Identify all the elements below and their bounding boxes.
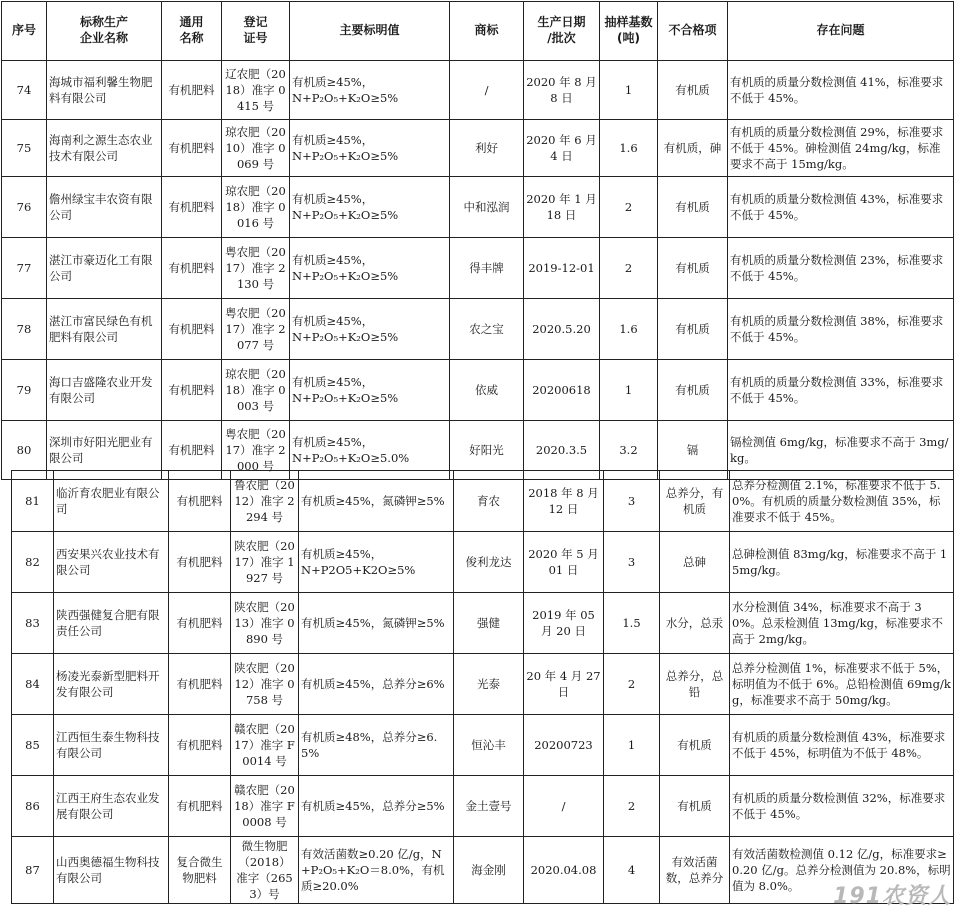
table-row bbox=[12, 715, 954, 776]
cell-company: 山西奥德福生物科技有限公司 bbox=[54, 837, 169, 904]
cell-seq: 74 bbox=[2, 61, 47, 120]
cell-seq: 79 bbox=[2, 360, 47, 421]
cell-values: 有效活菌数≥0.20 亿/g，N+P₂O₅+K₂O＝8.0%，有机质≥20.0% bbox=[299, 837, 454, 904]
cell-seq: 80 bbox=[2, 421, 47, 480]
inspection-table-lower bbox=[11, 470, 954, 904]
cell-brand: 农之宝 bbox=[450, 299, 524, 360]
header-main-values: 主要标明值 bbox=[290, 2, 450, 61]
cell-reg: 陕农肥（2017）准字 1927 号 bbox=[231, 532, 299, 593]
cell-brand: 育农 bbox=[454, 471, 524, 532]
cell-problem: 有机质的质量分数检测值 32%，标准要求不低于 45%。 bbox=[730, 776, 954, 837]
cell-reg: 琼农肥（2010）准字 0069 号 bbox=[222, 120, 290, 177]
cell-company: 江西恒生泰生物科技有限公司 bbox=[54, 715, 169, 776]
cell-brand: 恒沁丰 bbox=[454, 715, 524, 776]
cell-name: 有机肥料 bbox=[162, 238, 222, 299]
table-row bbox=[12, 593, 954, 654]
cell-base: 2 bbox=[600, 238, 658, 299]
cell-company: 陕西强健复合肥有限责任公司 bbox=[54, 593, 169, 654]
cell-problem: 有机质的质量分数检测值 29%，标准要求不低于 45%。砷检测值 24mg/kg，标准要求不高于 15mg/kg。 bbox=[728, 120, 954, 177]
cell-name: 有机肥料 bbox=[169, 593, 231, 654]
cell-seq: 87 bbox=[12, 837, 54, 904]
cell-name: 有机肥料 bbox=[162, 120, 222, 177]
cell-date: 2020.04.08 bbox=[524, 837, 604, 904]
cell-fail: 水分，总汞 bbox=[660, 593, 730, 654]
cell-seq: 84 bbox=[12, 654, 54, 715]
cell-reg: 赣农肥（2018）准字 F0008 号 bbox=[231, 776, 299, 837]
cell-seq: 86 bbox=[12, 776, 54, 837]
cell-name: 有机肥料 bbox=[169, 715, 231, 776]
table-row bbox=[12, 532, 954, 593]
cell-brand: 强健 bbox=[454, 593, 524, 654]
cell-fail: 有机质 bbox=[658, 360, 728, 421]
cell-brand: 得丰牌 bbox=[450, 238, 524, 299]
table-row bbox=[2, 299, 954, 360]
cell-date: 2020.5.20 bbox=[524, 299, 600, 360]
header-base: 抽样基数 (吨) bbox=[600, 2, 658, 61]
cell-company: 儋州绿宝丰农资有限公司 bbox=[47, 177, 162, 238]
cell-values: 有机质≥45%， N+P₂O₅+K₂O≥5% bbox=[290, 360, 450, 421]
cell-date: 20 年 4 月 27 日 bbox=[524, 654, 604, 715]
cell-company: 海南利之源生态农业技术有限公司 bbox=[47, 120, 162, 177]
cell-name: 有机肥料 bbox=[162, 421, 222, 480]
cell-fail: 有机质 bbox=[658, 61, 728, 120]
cell-base: 1.6 bbox=[600, 299, 658, 360]
cell-company: 临沂育农肥业有限公司 bbox=[54, 471, 169, 532]
cell-values: 有机质≥45%， N+P₂O₅+K₂O≥5% bbox=[290, 177, 450, 238]
cell-date: 20200723 bbox=[524, 715, 604, 776]
cell-base: 1 bbox=[600, 360, 658, 421]
cell-company: 江西王府生态农业发展有限公司 bbox=[54, 776, 169, 837]
inspection-table-upper bbox=[1, 1, 954, 480]
cell-brand: 光泰 bbox=[454, 654, 524, 715]
cell-base: 1 bbox=[604, 715, 660, 776]
cell-reg: 鲁农肥（2012）准字 2294 号 bbox=[231, 471, 299, 532]
cell-fail: 总砷 bbox=[660, 532, 730, 593]
cell-name: 有机肥料 bbox=[169, 654, 231, 715]
cell-seq: 77 bbox=[2, 238, 47, 299]
cell-problem: 有效活菌数检测值 0.12 亿/g，标准要求≥0.20 亿/g。总养分检测值为 20.8%，标明值为 8.0%。 bbox=[730, 837, 954, 904]
cell-name: 有机肥料 bbox=[169, 532, 231, 593]
table-row bbox=[2, 360, 954, 421]
cell-reg: 微生物肥（2018）准字（2653）号 bbox=[231, 837, 299, 904]
cell-base: 3.2 bbox=[600, 421, 658, 480]
cell-seq: 82 bbox=[12, 532, 54, 593]
cell-brand: 利好 bbox=[450, 120, 524, 177]
cell-reg: 陕农肥（2012）准字 0758 号 bbox=[231, 654, 299, 715]
cell-values: 有机质≥45%， N+P₂O₅+K₂O≥5% bbox=[290, 238, 450, 299]
cell-problem: 总砷检测值 83mg/kg，标准要求不高于 15mg/kg。 bbox=[730, 532, 954, 593]
cell-reg: 粤农肥（2017）准字 2130 号 bbox=[222, 238, 290, 299]
cell-base: 1.6 bbox=[600, 120, 658, 177]
cell-date: 20200618 bbox=[524, 360, 600, 421]
cell-base: 1 bbox=[600, 61, 658, 120]
watermark-logo: 191农资人 bbox=[833, 884, 951, 909]
cell-name: 有机肥料 bbox=[162, 177, 222, 238]
header-date: 生产日期 /批次 bbox=[524, 2, 600, 61]
cell-brand: / bbox=[450, 61, 524, 120]
cell-problem: 镉检测值 6mg/kg，标准要求不高于 3mg/kg。 bbox=[728, 421, 954, 480]
cell-base: 3 bbox=[604, 532, 660, 593]
cell-values: 有机质≥45%，氮磷钾≥5% bbox=[299, 593, 454, 654]
cell-base: 2 bbox=[604, 654, 660, 715]
cell-date: 2020 年 5 月 01 日 bbox=[524, 532, 604, 593]
cell-values: 有机质≥45%，总养分≥6% bbox=[299, 654, 454, 715]
table-row bbox=[12, 837, 954, 904]
cell-reg: 陕农肥（2013）准字 0890 号 bbox=[231, 593, 299, 654]
cell-name: 有机肥料 bbox=[162, 299, 222, 360]
cell-brand: 俊利龙达 bbox=[454, 532, 524, 593]
cell-values: 有机质≥45%， N+P₂O₅+K₂O≥5% bbox=[290, 61, 450, 120]
cell-seq: 83 bbox=[12, 593, 54, 654]
cell-base: 2 bbox=[600, 177, 658, 238]
cell-base: 1.5 bbox=[604, 593, 660, 654]
cell-name: 有机肥料 bbox=[169, 471, 231, 532]
cell-problem: 有机质的质量分数检测值 43%，标准要求不低于 45%，标明值为不低于 48%。 bbox=[730, 715, 954, 776]
cell-name: 有机肥料 bbox=[162, 360, 222, 421]
cell-seq: 76 bbox=[2, 177, 47, 238]
cell-problem: 有机质的质量分数检测值 23%，标准要求不低于 45%。 bbox=[728, 238, 954, 299]
header-problem: 存在问题 bbox=[728, 2, 954, 61]
table-header-row bbox=[2, 2, 954, 61]
cell-company: 海城市福利馨生物肥料有限公司 bbox=[47, 61, 162, 120]
cell-fail: 总养分，总铅 bbox=[660, 654, 730, 715]
table-row bbox=[2, 120, 954, 177]
cell-reg: 粤农肥（2017）准字 2077 号 bbox=[222, 299, 290, 360]
cell-values: 有机质≥45%，总养分≥5% bbox=[299, 776, 454, 837]
cell-values: 有机质≥48%，总养分≥6.5% bbox=[299, 715, 454, 776]
cell-brand: 金土壹号 bbox=[454, 776, 524, 837]
cell-date: 2020 年 8 月 8 日 bbox=[524, 61, 600, 120]
cell-values: 有机质≥45%， N+P₂O₅+K₂O≥5% bbox=[290, 120, 450, 177]
table-row bbox=[2, 177, 954, 238]
cell-date: 2019 年 05 月 20 日 bbox=[524, 593, 604, 654]
cell-problem: 有机质的质量分数检测值 33%，标准要求不低于 45%。 bbox=[728, 360, 954, 421]
cell-date: 2020.3.5 bbox=[524, 421, 600, 480]
cell-company: 湛江市富民绿色有机肥料有限公司 bbox=[47, 299, 162, 360]
cell-problem: 总养分检测值 2.1%，标准要求不低于 5.0%。有机质的质量分数检测值 35%，标准要求不低于 45%。 bbox=[730, 471, 954, 532]
cell-fail: 镉 bbox=[658, 421, 728, 480]
table-row bbox=[12, 776, 954, 837]
cell-fail: 有机质 bbox=[658, 177, 728, 238]
table-row bbox=[2, 238, 954, 299]
cell-reg: 粤农肥（2017）准字 2000 号 bbox=[222, 421, 290, 480]
cell-values: 有机质≥45%， N+P2O5+K2O≥5% bbox=[299, 532, 454, 593]
cell-name: 复合微生物肥料 bbox=[169, 837, 231, 904]
header-company: 标称生产 企业名称 bbox=[47, 2, 162, 61]
cell-seq: 78 bbox=[2, 299, 47, 360]
cell-problem: 有机质的质量分数检测值 43%，标准要求不低于 45%。 bbox=[728, 177, 954, 238]
cell-reg: 琼农肥（2018）准字 0003 号 bbox=[222, 360, 290, 421]
cell-reg: 琼农肥（2018）准字 0016 号 bbox=[222, 177, 290, 238]
cell-company: 西安果兴农业技术有限公司 bbox=[54, 532, 169, 593]
cell-name: 有机肥料 bbox=[162, 61, 222, 120]
cell-base: 2 bbox=[604, 776, 660, 837]
cell-problem: 有机质的质量分数检测值 38%，标准要求不低于 45%。 bbox=[728, 299, 954, 360]
cell-seq: 85 bbox=[12, 715, 54, 776]
cell-values: 有机质≥45%， N+P₂O₅+K₂O≥5.0% bbox=[290, 421, 450, 480]
cell-company: 深圳市好阳光肥业有限公司 bbox=[47, 421, 162, 480]
cell-fail: 有机质 bbox=[658, 299, 728, 360]
cell-name: 有机肥料 bbox=[169, 776, 231, 837]
cell-company: 海口吉盛隆农业开发有限公司 bbox=[47, 360, 162, 421]
cell-problem: 有机质的质量分数检测值 41%，标准要求不低于 45%。 bbox=[728, 61, 954, 120]
cell-company: 杨凌光泰新型肥料开发有限公司 bbox=[54, 654, 169, 715]
cell-reg: 赣农肥（2017）准字 F0014 号 bbox=[231, 715, 299, 776]
header-reg-no: 登记 证号 bbox=[222, 2, 290, 61]
cell-date: 2020 年 6 月 4 日 bbox=[524, 120, 600, 177]
cell-brand: 中和泓润 bbox=[450, 177, 524, 238]
header-seq: 序号 bbox=[2, 2, 47, 61]
cell-fail: 有机质 bbox=[660, 715, 730, 776]
cell-base: 3 bbox=[604, 471, 660, 532]
cell-fail: 有机质 bbox=[660, 776, 730, 837]
cell-base: 4 bbox=[604, 837, 660, 904]
header-fail-item: 不合格项 bbox=[658, 2, 728, 61]
cell-fail: 有机质，砷 bbox=[658, 120, 728, 177]
cell-date: 2020 年 1 月 18 日 bbox=[524, 177, 600, 238]
cell-brand: 好阳光 bbox=[450, 421, 524, 480]
cell-date: / bbox=[524, 776, 604, 837]
cell-reg: 辽农肥（2018）准字 0415 号 bbox=[222, 61, 290, 120]
cell-brand: 依威 bbox=[450, 360, 524, 421]
cell-fail: 总养分，有机质 bbox=[660, 471, 730, 532]
header-common-name: 通用 名称 bbox=[162, 2, 222, 61]
cell-fail: 有效活菌数，总养分 bbox=[660, 837, 730, 904]
cell-values: 有机质≥45%， N+P₂O₅+K₂O≥5% bbox=[290, 299, 450, 360]
cell-problem: 水分检测值 34%，标准要求不高于 30%。总汞检测值 13mg/kg，标准要求不高于 2mg/kg。 bbox=[730, 593, 954, 654]
cell-values: 有机质≥45%，氮磷钾≥5% bbox=[299, 471, 454, 532]
cell-date: 2018 年 8 月 12 日 bbox=[524, 471, 604, 532]
cell-date: 2019-12-01 bbox=[524, 238, 600, 299]
cell-problem: 总养分检测值 1%，标准要求不低于 5%，标明值为不低于 6%。总铅检测值 69mg/kg，标准要求不高于 50mg/kg。 bbox=[730, 654, 954, 715]
table-row bbox=[2, 61, 954, 120]
cell-brand: 海金刚 bbox=[454, 837, 524, 904]
cell-company: 湛江市豪迈化工有限公司 bbox=[47, 238, 162, 299]
table-row bbox=[12, 654, 954, 715]
table-row bbox=[12, 471, 954, 532]
header-brand: 商标 bbox=[450, 2, 524, 61]
cell-fail: 有机质 bbox=[658, 238, 728, 299]
cell-seq: 75 bbox=[2, 120, 47, 177]
cell-seq: 81 bbox=[12, 471, 54, 532]
